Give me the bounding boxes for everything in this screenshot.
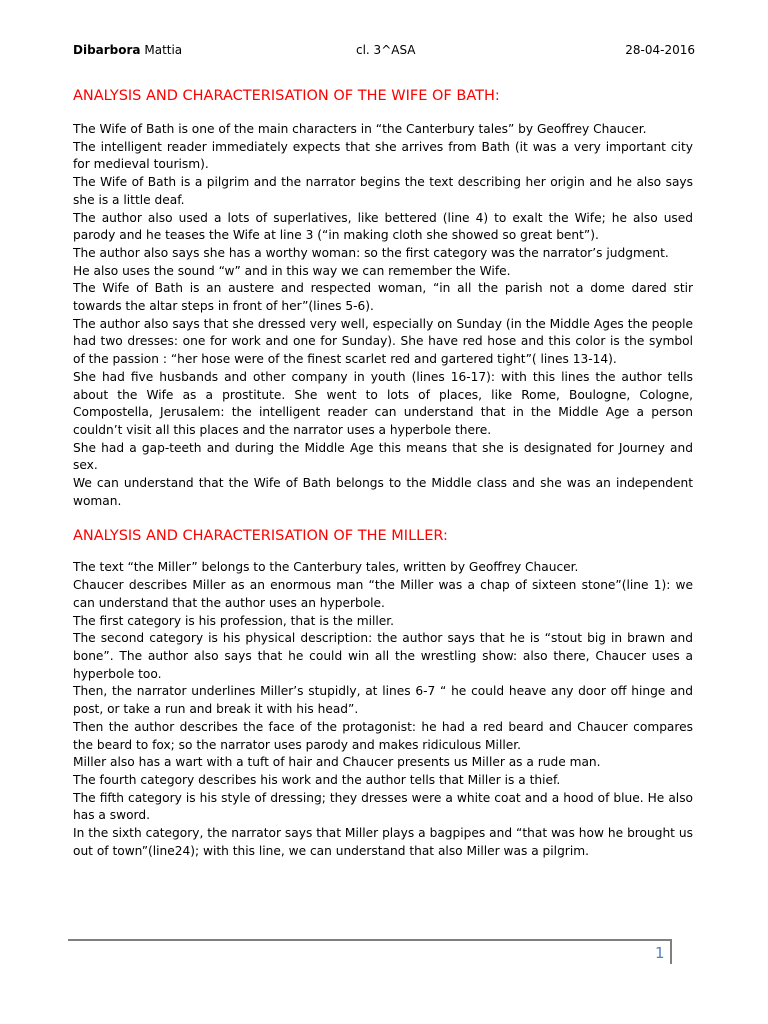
author-surname: Dibarbora	[73, 43, 141, 57]
section-body-miller	[73, 559, 693, 860]
paragraph: The Wife of Bath is a pilgrim and the narrator begins the text describing her origin and he also says she is a little deaf.	[73, 175, 693, 207]
footer-divider	[68, 939, 672, 941]
paragraph: The intelligent reader immediately expects that she arrives from Bath (it was a very important city for medieval tourism).	[73, 139, 693, 172]
paragraph: The author also used a lots of superlatives, like bettered (line 4) to exalt the Wife; he also used parody and he teases the Wife at line 3 (“in making cloth she showed so great bent”).	[73, 210, 693, 243]
paragraph: In the sixth category, the narrator says that Miller plays a bagpipes and “that was how he brought us out of town”(line24); with this line, we can understand that also Miller was a pilgrim.	[73, 826, 693, 858]
footer-page-marker-bar	[670, 939, 672, 964]
class-label: cl. 3^ASA	[356, 43, 416, 57]
page-number: 1	[655, 944, 665, 962]
document-date: 28-04-2016	[625, 43, 695, 57]
section-body-wife-of-bath	[73, 121, 693, 510]
paragraph: The author also says she has a worthy woman: so the first category was the narrator’s judgment.	[73, 245, 669, 260]
paragraph: The Wife of Bath is an austere and respected woman, “in all the parish not a dome dared stir towards the altar steps in front of her”(lines 5-6).	[73, 281, 693, 314]
page-header	[73, 43, 695, 61]
paragraph: He also uses the sound “w” and in this way we can remember the Wife.	[73, 263, 511, 278]
paragraph: The first category is his profession, that is the miller.	[73, 613, 395, 628]
paragraph: Then the author describes the face of the protagonist: he had a red beard and Chaucer compares the beard to fox; so the narrator uses parody and makes ridiculous Miller.	[73, 719, 693, 752]
paragraph: Miller also has a wart with a tuft of hair and Chaucer presents us Miller as a rude man.	[73, 755, 601, 770]
section-heading-wife-of-bath: ANALYSIS AND CHARACTERISATION OF THE WIFE OF BATH:	[73, 88, 500, 104]
section-heading-miller: ANALYSIS AND CHARACTERISATION OF THE MILLER:	[73, 528, 448, 545]
document-body	[73, 86, 693, 860]
paragraph: The fifth category is his style of dressing; they dresses were a white coat and a hood of blue. He also has a sword.	[73, 790, 693, 823]
paragraph: We can understand that the Wife of Bath belongs to the Middle class and she was an independent woman.	[73, 476, 693, 508]
author-name	[73, 43, 182, 57]
paragraph: The text “the Miller” belongs to the Canterbury tales, written by Geoffrey Chaucer.	[73, 560, 579, 575]
author-first-name: Mattia	[144, 43, 183, 57]
paragraph: Then, the narrator underlines Miller’s stupidly, at lines 6-7 “ he could heave any door off hinge and post, or take a run and break it with his head”.	[73, 684, 693, 717]
paragraph: The author also says that she dressed very well, especially on Sunday (in the Middle Ages the people had two dresses: one for work and one for Sunday). She have red hose and this color is the symbol of the passion : “her hose were of the finest scarlet red and gartered tight”( lines 13-14).	[73, 316, 693, 367]
paragraph: She had five husbands and other company in youth (lines 16-17): with this lines the author tells about the Wife as a prostitute. She went to lots of places, like Rome, Boulogne, Cologne, Compostella, Jerusalem: the intelligent reader can understand that in the Middle Age a person couldn’t visit all this places and the narrator uses a hyperbole there.	[73, 369, 693, 437]
paragraph: The Wife of Bath is one of the main characters in “the Canterbury tales” by Geoffrey Chaucer.	[73, 122, 647, 136]
paragraph: The fourth category describes his work and the author tells that Miller is a thief.	[73, 772, 561, 787]
paragraph: She had a gap-teeth and during the Middle Age this means that she is designated for Journey and sex.	[73, 440, 693, 473]
paragraph: The second category is his physical description: the author says that he is “stout big in brawn and bone”. The author also says that he could win all the wrestling show: also there, Chaucer uses a hyperbole too.	[73, 631, 693, 681]
paragraph: Chaucer describes Miller as an enormous man “the Miller was a chap of sixteen stone”(line 1): we can understand that the author uses an hyperbole.	[73, 578, 693, 610]
